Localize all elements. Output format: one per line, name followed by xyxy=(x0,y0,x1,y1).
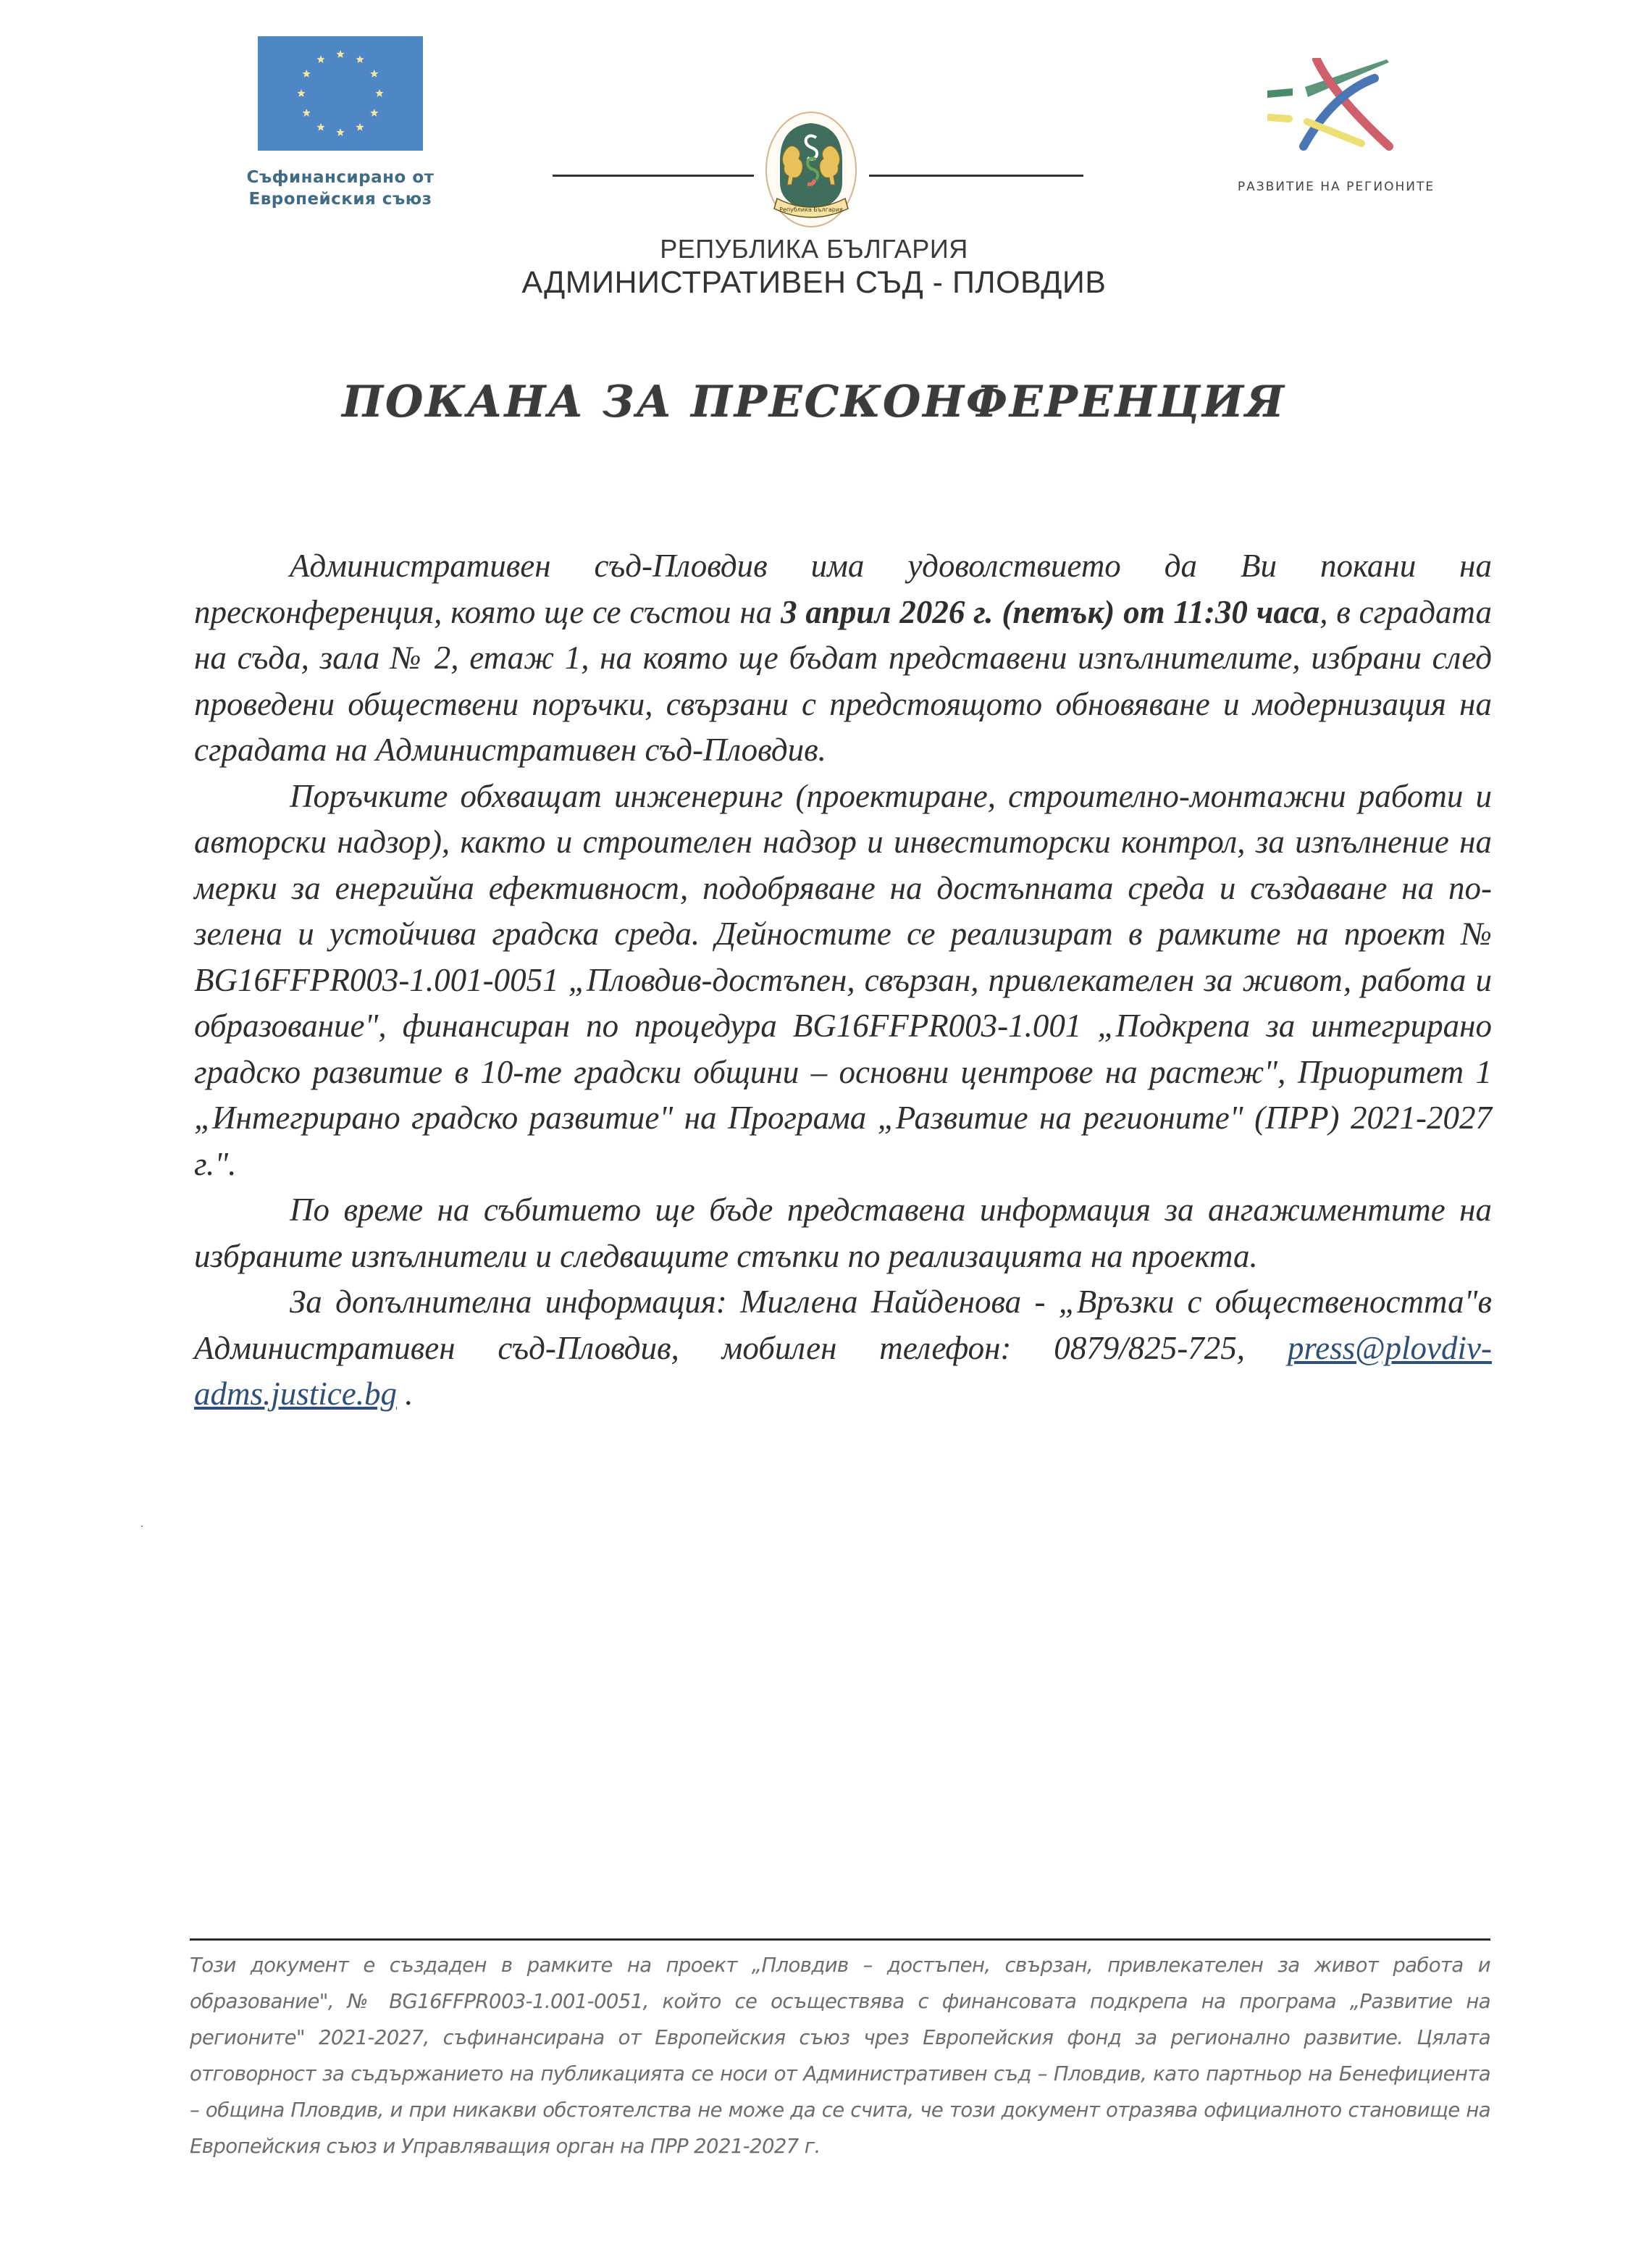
court-name: АДМИНИСТРАТИВЕН СЪД - ПЛОВДИВ xyxy=(521,265,1107,300)
event-date-time: 3 април 2026 г. (петък) от 11:30 часа xyxy=(781,593,1320,630)
contact-email-link[interactable]: press@plovdiv-adms.justice.bg xyxy=(194,1329,1492,1412)
paragraph-event-info: По време на събитието ще бъде представена информация за ангажиментите на избраните изпълнители и следващите стъпки по реализацията на проекта. xyxy=(194,1192,1492,1274)
header-divider-right xyxy=(869,175,1083,177)
court-emblem-icon xyxy=(764,110,858,229)
paragraph-invitation-details: , в сградата на съда, зала № 2, етаж 1, на която ще бъдат представени изпълнителите, избрани след проведени обществени поръчки, свързани с предстоящото обновяване и модернизация на сградата на Административен съд-Пловдив. xyxy=(194,593,1493,768)
eu-star-icon xyxy=(303,109,311,117)
eu-caption-line2: Европейския съюз xyxy=(248,190,432,209)
eu-star-icon xyxy=(316,123,324,131)
eu-cofunded-logo xyxy=(239,36,442,210)
eu-star-icon xyxy=(336,50,344,58)
eu-star-icon xyxy=(375,89,383,97)
page-title: ПОКАНА ЗА ПРЕСКОНФЕРЕНЦИЯ xyxy=(342,377,1286,427)
republic-name: РЕПУБЛИКА БЪЛГАРИЯ xyxy=(660,234,968,264)
eu-star-icon xyxy=(356,55,364,63)
eu-star-icon xyxy=(297,89,305,97)
footer-disclaimer: Този документ е създаден в рамките на проект „Пловдив – достъпен, свързан, привлекателен за живот работа и образование", № BG16FFPR003-1.001-0051, който се осъществява с финансовата подкрепа на програма „Развитие на регионите" 2021-2027, съфинансирана от Европейския съюз чрез Европейския фонд за регионално развитие. Цялата отговорност за съдържанието на публикацията се носи от Административен съд – Пловдив, като партньор на Бенефициента – община Пловдив, и при никакви обстоятелства не може да се счита, че този документ отразява официалното становище на Европейския съюз и Управляващия орган на ПРР 2021-2027 г. xyxy=(190,1954,1490,2158)
eu-cofunded-caption xyxy=(239,167,442,210)
emblem-ribbon-text: Република България xyxy=(779,206,843,213)
regions-development-logo xyxy=(1217,58,1456,203)
paragraph-procurement-scope: Поръчките обхващат инженеринг (проектиране, строително-монтажни работи и авторски надзор), както и строителен надзор и инвеститорски контрол, за изпълнение на мерки за енергийна ефективност, подобряване на достъпната среда и създаване на по-зелена и устойчива градска среда. Дейностите се реализират в рамките на проект № BG16FFPR003-1.001-0051 „Пловдив-достъпен, свързан, привлекателен за живот, работа и образование", финансиран по процедура BG16FFPR003-1.001 „Подкрепа за интегрирано градско развитие в 10-те градски общини – основни центрове на растеж", Приоритет 1 „Интегрирано градско развитие" на Програма „Развитие на регионите" (ПРР) 2021-2027 г.". xyxy=(194,777,1492,1182)
eu-star-icon xyxy=(356,123,364,131)
eu-caption-line1: Съфинансирано от xyxy=(246,168,435,187)
paragraph-invitation xyxy=(194,543,1492,774)
header-divider-left xyxy=(553,175,754,177)
contact-text: За допълнителна информация: Миглена Найденова - „Връзки с обществеността"в Административен съд-Пловдив, мобилен телефон: 0879/825-725, xyxy=(194,1284,1492,1366)
eu-star-icon xyxy=(316,55,324,63)
scan-speck xyxy=(141,1526,143,1527)
eu-star-icon xyxy=(370,70,378,78)
regions-development-logo-icon xyxy=(1267,58,1398,159)
eu-flag-icon xyxy=(258,36,423,151)
regions-development-caption: РАЗВИТИЕ НА РЕГИОНИТЕ xyxy=(1237,180,1435,194)
eu-star-icon xyxy=(370,109,378,117)
paragraph-invitation-intro: Административен съд-Пловдив има удоволствието да Ви покани на пресконференция, която ще се състои на xyxy=(194,548,1492,630)
footer-divider xyxy=(190,1938,1490,1941)
invitation-body xyxy=(194,543,1492,1418)
eu-star-icon xyxy=(336,128,344,136)
contact-trailing: . xyxy=(396,1376,414,1412)
paragraph-contact xyxy=(194,1279,1492,1418)
eu-star-icon xyxy=(303,70,311,78)
